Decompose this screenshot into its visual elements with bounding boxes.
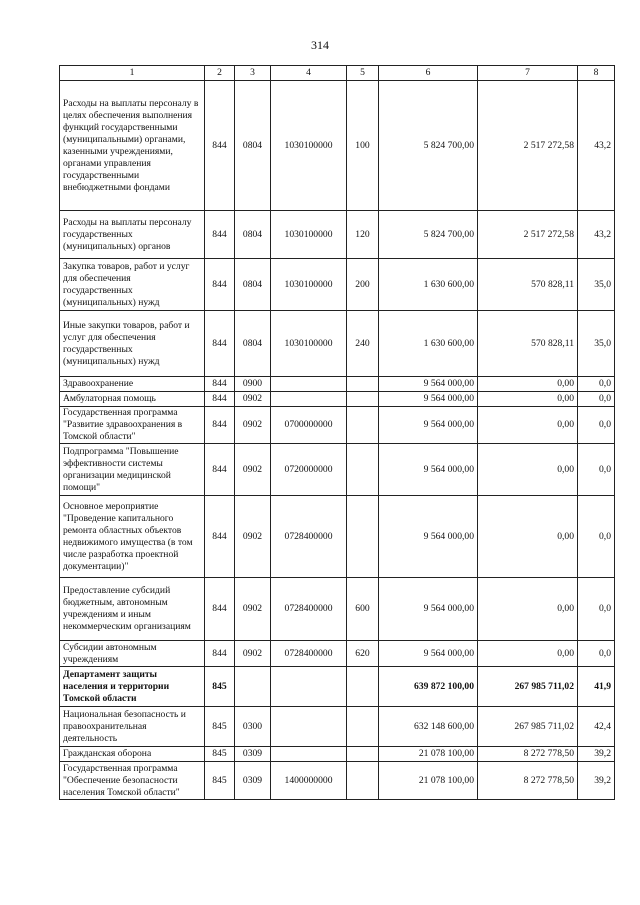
row-col3: 0900 — [235, 377, 271, 392]
column-header-4: 4 — [271, 66, 347, 81]
row-col7: 0,00 — [478, 641, 578, 667]
row-col8: 0,0 — [578, 392, 615, 407]
table-row — [60, 259, 615, 311]
row-col6: 9 564 000,00 — [379, 578, 478, 641]
row-name: Субсидии автономным учреждениям — [60, 641, 205, 667]
row-col3: 0309 — [235, 762, 271, 800]
row-name: Гражданская оборона — [60, 747, 205, 762]
row-col2: 844 — [205, 259, 235, 311]
row-col6: 9 564 000,00 — [379, 392, 478, 407]
page-number: 314 — [311, 38, 329, 52]
row-col8: 41,9 — [578, 667, 615, 707]
row-col5 — [347, 667, 379, 707]
row-col8: 0,0 — [578, 496, 615, 578]
row-name: Амбулаторная помощь — [60, 392, 205, 407]
row-col2: 845 — [205, 747, 235, 762]
row-col2: 844 — [205, 496, 235, 578]
row-col5: 240 — [347, 311, 379, 377]
row-col8: 0,0 — [578, 444, 615, 496]
table-row — [60, 407, 615, 444]
row-col5: 120 — [347, 211, 379, 259]
row-col2: 844 — [205, 311, 235, 377]
row-col2: 844 — [205, 377, 235, 392]
row-col2: 845 — [205, 762, 235, 800]
row-col4: 1400000000 — [271, 762, 347, 800]
row-col4 — [271, 747, 347, 762]
row-col7: 0,00 — [478, 578, 578, 641]
row-col2: 844 — [205, 407, 235, 444]
row-col3: 0804 — [235, 211, 271, 259]
row-col2: 845 — [205, 707, 235, 747]
row-col7: 8 272 778,50 — [478, 747, 578, 762]
row-col6: 21 078 100,00 — [379, 762, 478, 800]
row-col4: 1030100000 — [271, 81, 347, 211]
row-name: Предоставление субсидий бюджетным, автономным учреждениям и иным некоммерческим организациям — [60, 578, 205, 641]
row-col4: 0728400000 — [271, 578, 347, 641]
row-name: Иные закупки товаров, работ и услуг для обеспечения государственных (муниципальных) нужд — [60, 311, 205, 377]
row-col4: 0720000000 — [271, 444, 347, 496]
row-col2: 845 — [205, 667, 235, 707]
column-header-8: 8 — [578, 66, 615, 81]
row-col4 — [271, 667, 347, 707]
row-col5: 600 — [347, 578, 379, 641]
row-col2: 844 — [205, 211, 235, 259]
table-row — [60, 747, 615, 762]
column-header-7: 7 — [478, 66, 578, 81]
row-col4 — [271, 377, 347, 392]
row-col8: 35,0 — [578, 311, 615, 377]
row-col4 — [271, 392, 347, 407]
row-col7: 8 272 778,50 — [478, 762, 578, 800]
row-col3: 0902 — [235, 392, 271, 407]
table-row — [60, 392, 615, 407]
column-header-1: 1 — [60, 66, 205, 81]
table-row — [60, 578, 615, 641]
row-col2: 844 — [205, 392, 235, 407]
row-col5: 620 — [347, 641, 379, 667]
row-col8: 0,0 — [578, 377, 615, 392]
row-col7: 570 828,11 — [478, 311, 578, 377]
row-col5: 200 — [347, 259, 379, 311]
row-col4 — [271, 707, 347, 747]
row-col3: 0902 — [235, 578, 271, 641]
row-col4: 1030100000 — [271, 211, 347, 259]
row-col5 — [347, 747, 379, 762]
row-col6: 9 564 000,00 — [379, 641, 478, 667]
row-col7: 2 517 272,58 — [478, 211, 578, 259]
row-name: Расходы на выплаты персоналу в целях обеспечения выполнения функций государственными (муниципальными) органами, казенными учреждениями, органами управления государственными внебюджетными фондами — [60, 81, 205, 211]
row-col3: 0804 — [235, 259, 271, 311]
table-row — [60, 444, 615, 496]
row-col8: 0,0 — [578, 407, 615, 444]
row-col4: 1030100000 — [271, 311, 347, 377]
row-col2: 844 — [205, 578, 235, 641]
row-name: Национальная безопасность и правоохранительная деятельность — [60, 707, 205, 747]
row-col8: 39,2 — [578, 747, 615, 762]
table-row — [60, 707, 615, 747]
row-col7: 2 517 272,58 — [478, 81, 578, 211]
row-col6: 632 148 600,00 — [379, 707, 478, 747]
table-row — [60, 667, 615, 707]
row-col8: 0,0 — [578, 578, 615, 641]
row-col5 — [347, 377, 379, 392]
row-col7: 267 985 711,02 — [478, 667, 578, 707]
row-col5: 100 — [347, 81, 379, 211]
row-name: Подпрограмма "Повышение эффективности системы организации медицинской помощи" — [60, 444, 205, 496]
row-col8: 35,0 — [578, 259, 615, 311]
row-col2: 844 — [205, 81, 235, 211]
row-col5 — [347, 496, 379, 578]
row-col3: 0902 — [235, 444, 271, 496]
row-col6: 639 872 100,00 — [379, 667, 478, 707]
row-col6: 9 564 000,00 — [379, 377, 478, 392]
row-col8: 43,2 — [578, 81, 615, 211]
row-col5 — [347, 444, 379, 496]
row-col3: 0804 — [235, 311, 271, 377]
row-col3: 0902 — [235, 641, 271, 667]
row-col2: 844 — [205, 641, 235, 667]
row-col5 — [347, 707, 379, 747]
row-col4: 0728400000 — [271, 496, 347, 578]
row-col8: 42,4 — [578, 707, 615, 747]
table-row — [60, 311, 615, 377]
row-col3 — [235, 667, 271, 707]
row-name: Основное мероприятие "Проведение капитального ремонта областных объектов недвижимого имущества (в том числе разработка проектной документации)" — [60, 496, 205, 578]
row-col7: 0,00 — [478, 392, 578, 407]
row-name: Расходы на выплаты персоналу государственных (муниципальных) органов — [60, 211, 205, 259]
column-header-6: 6 — [379, 66, 478, 81]
row-col4: 1030100000 — [271, 259, 347, 311]
row-col5 — [347, 762, 379, 800]
row-col7: 0,00 — [478, 444, 578, 496]
column-header-3: 3 — [235, 66, 271, 81]
table-header-row — [60, 66, 615, 81]
row-col3: 0902 — [235, 496, 271, 578]
row-col4: 0700000000 — [271, 407, 347, 444]
row-col5 — [347, 392, 379, 407]
column-header-2: 2 — [205, 66, 235, 81]
row-col6: 5 824 700,00 — [379, 211, 478, 259]
row-col7: 267 985 711,02 — [478, 707, 578, 747]
row-name: Государственная программа "Обеспечение безопасности населения Томской области" — [60, 762, 205, 800]
row-col8: 39,2 — [578, 762, 615, 800]
row-col3: 0300 — [235, 707, 271, 747]
row-name: Закупка товаров, работ и услуг для обеспечения государственных (муниципальных) нужд — [60, 259, 205, 311]
table-row — [60, 211, 615, 259]
table-row — [60, 377, 615, 392]
row-col3: 0902 — [235, 407, 271, 444]
row-col7: 0,00 — [478, 496, 578, 578]
budget-table — [59, 65, 615, 800]
row-col6: 9 564 000,00 — [379, 444, 478, 496]
row-name: Здравоохранение — [60, 377, 205, 392]
row-col2: 844 — [205, 444, 235, 496]
row-name: Департамент защиты населения и территории Томской области — [60, 667, 205, 707]
row-col6: 1 630 600,00 — [379, 259, 478, 311]
row-col3: 0804 — [235, 81, 271, 211]
row-col8: 0,0 — [578, 641, 615, 667]
table-row — [60, 81, 615, 211]
row-col6: 5 824 700,00 — [379, 81, 478, 211]
column-header-5: 5 — [347, 66, 379, 81]
row-col7: 570 828,11 — [478, 259, 578, 311]
table-row — [60, 496, 615, 578]
row-name: Государственная программа "Развитие здравоохранения в Томской области" — [60, 407, 205, 444]
row-col6: 9 564 000,00 — [379, 407, 478, 444]
row-col5 — [347, 407, 379, 444]
table-row — [60, 641, 615, 667]
row-col3: 0309 — [235, 747, 271, 762]
row-col6: 21 078 100,00 — [379, 747, 478, 762]
row-col8: 43,2 — [578, 211, 615, 259]
row-col6: 9 564 000,00 — [379, 496, 478, 578]
row-col7: 0,00 — [478, 377, 578, 392]
row-col4: 0728400000 — [271, 641, 347, 667]
table-row — [60, 762, 615, 800]
row-col6: 1 630 600,00 — [379, 311, 478, 377]
row-col7: 0,00 — [478, 407, 578, 444]
